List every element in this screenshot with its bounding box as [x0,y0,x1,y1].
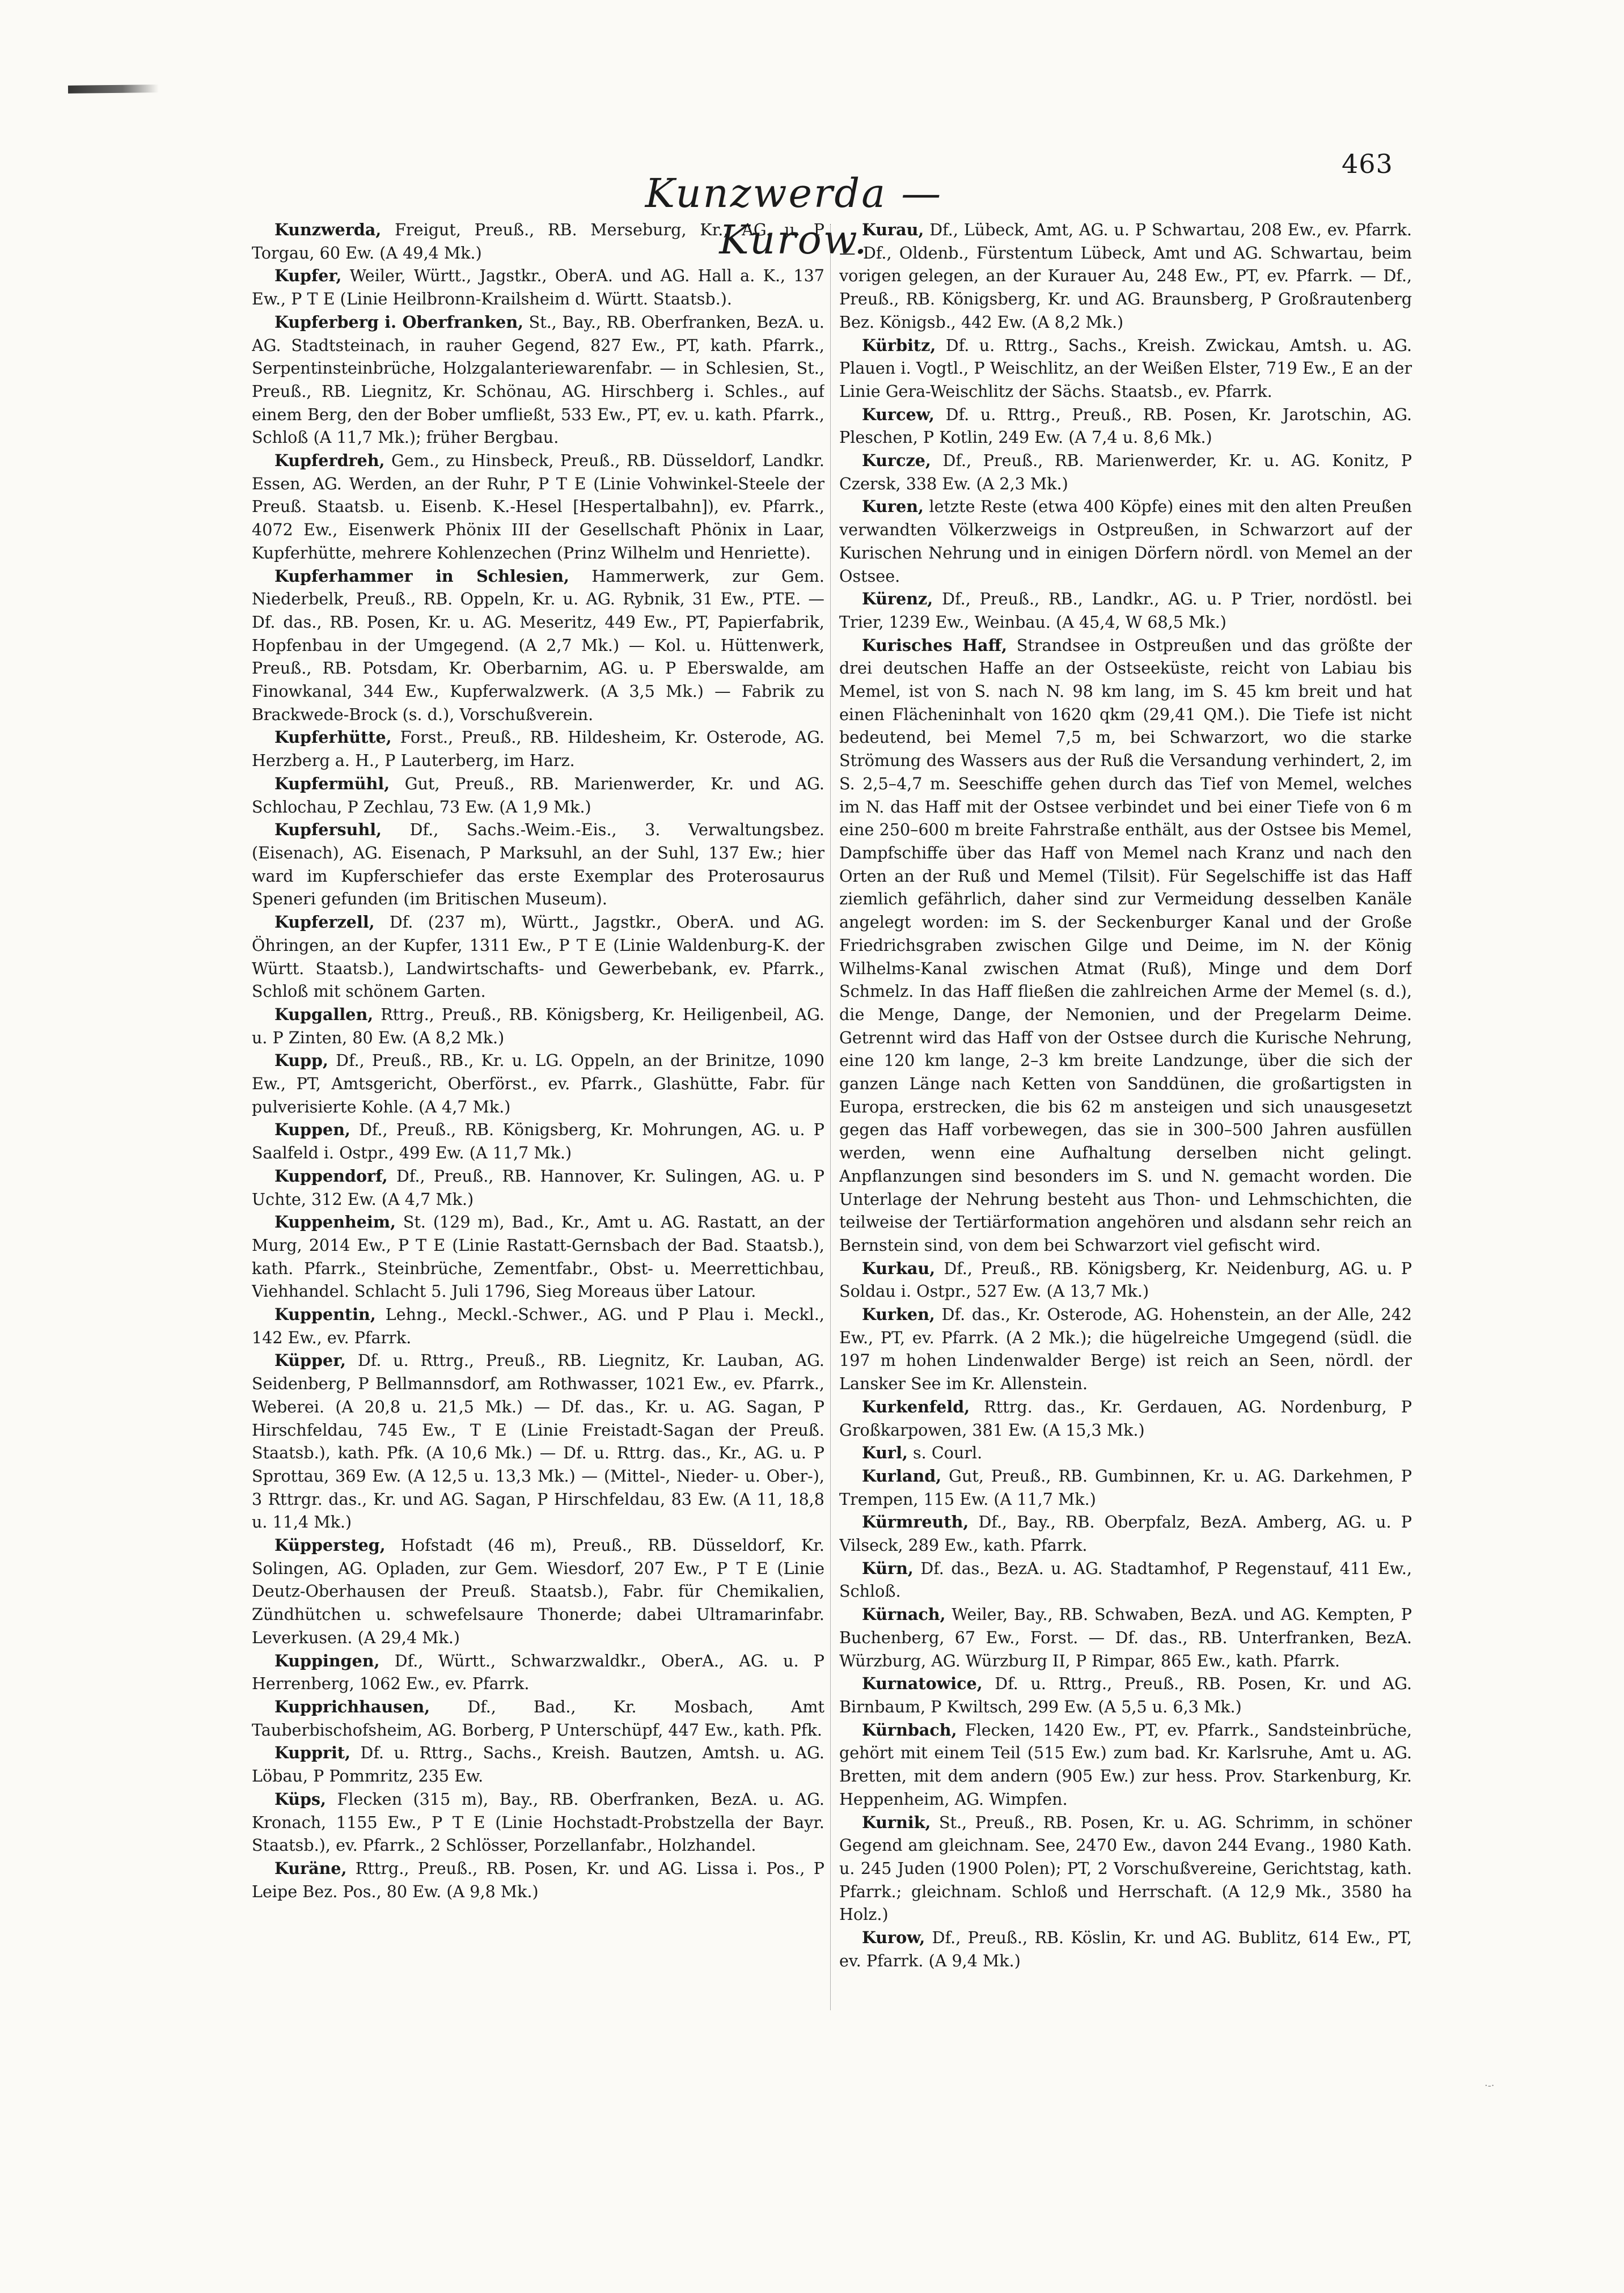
entry-headword: Kuppendorf, [274,1166,388,1186]
entry-headword: Kuren, [862,497,924,517]
entry-headword: Küpper, [274,1351,346,1370]
dictionary-entry [839,1811,1412,1927]
entry-headword: Küppersteg, [274,1535,386,1555]
entry-headword: Kurnatowice, [862,1674,983,1694]
entry-headword: Kurnik, [862,1812,931,1832]
dictionary-entry [839,1303,1412,1395]
entry-text: Df. das., Kr. Osterode, AG. Hohenstein, an der Alle, 242 Ew., PT, ev. Pfarrk. (A 2 Mk.); die hügelreiche Umgegend (südl. die 197 m hohen Lindenwalder Berge) ist reich an Seen, nördl. der Lansker See im Kr. Allenstein. [839,1305,1412,1394]
dictionary-entry [839,403,1412,449]
entry-headword: Kürnbach, [862,1720,957,1740]
entry-headword: Kupgallen, [274,1004,374,1024]
entry-text: Flecken (315 m), Bay., RB. Oberfranken, BezA. u. AG. Kronach, 1155 Ew., P T E (Linie Hochstadt-Probstzella der Bayr. Staatsb.), ev. Pfarrk., 2 Schlösser, Porzellanfabr., Holzhandel. [252,1789,824,1855]
dictionary-entry [839,1257,1412,1303]
entry-headword: Kürenz, [862,589,933,609]
dictionary-entry [252,1118,824,1164]
scan-edge-mark [68,84,159,94]
entry-headword: Kurow, [862,1928,925,1948]
entry-text: Df. u. Rttrg., Sachs., Kreish. Bautzen, Amtsh. u. AG. Löbau, P Pommritz, 235 Ew. [252,1743,824,1786]
dictionary-entry [839,587,1412,633]
dictionary-entry [252,1741,824,1787]
entry-text: Df., Bad., Kr. Mosbach, Amt Tauberbischofsheim, AG. Borberg, P Unterschüpf, 447 Ew., kath. Pfk. [252,1697,824,1740]
entry-text: Df., Preuß., RB., Landkr., AG. u. P Trier, nordöstl. bei Trier, 1239 Ew., Weinbau. (A 45,4, W 68,5 Mk.) [839,589,1412,632]
entry-text: Df., Bay., RB. Oberpfalz, BezA. Amberg, AG. u. P Vilseck, 289 Ew., kath. Pfarrk. [839,1512,1412,1555]
entry-text: Df. u. Rttrg., Preuß., RB. Posen, Kr. Jarotschin, AG. Pleschen, P Kotlin, 249 Ew. (A 7,4 u. 8,6 Mk.) [839,404,1412,447]
left-column [252,218,824,2010]
entry-text: Lehng., Meckl.-Schwer., AG. und P Plau i. Meckl., 142 Ew., ev. Pfarrk. [252,1305,824,1347]
entry-text: Df., Württ., Schwarzwaldkr., OberA., AG. u. P Herrenberg, 1062 Ew., ev. Pfarrk. [252,1651,824,1694]
column-divider [830,224,831,2010]
entry-headword: Kurkau, [862,1258,936,1278]
dictionary-entry [839,449,1412,495]
entry-text: Df. das., BezA. u. AG. Stadtamhof, P Regenstauf, 411 Ew., Schloß. [839,1558,1412,1601]
running-head: Kunzwerda — Kurow. [645,170,943,263]
dictionary-entry [252,911,824,1003]
dictionary-entry [252,311,824,449]
entry-text: Df. u. Rttrg., Preuß., RB. Posen, Kr. und AG. Birnbaum, P Kwiltsch, 299 Ew. (A 5,5 u. 6,3 Mk.) [839,1674,1412,1716]
entry-headword: Kuppentin, [274,1305,376,1325]
entry-headword: Kurisches Haff, [862,635,1008,655]
dictionary-entry [252,1349,824,1534]
entry-headword: Kupfersuhl, [274,820,382,840]
entry-text: Df., Preuß., RB. Marienwerder, Kr. u. AG. Konitz, P Czersk, 338 Ew. (A 2,3 Mk.) [839,451,1412,493]
entry-headword: Kurken, [862,1305,935,1325]
entry-headword: Kürbitz, [862,335,936,355]
dictionary-entry [252,1649,824,1695]
entry-text: Hofstadt (46 m), Preuß., RB. Düsseldorf, Kr. Solingen, AG. Opladen, zur Gem. Wiesdorf, 207 Ew., P T E (Linie Deutz-Oberhausen der Preuß. Staatsb.), Fabr. für Chemikalien, Zündhütchen u. schwefelsaure Thonerde; dabei Ultramarinfabr. Leverkusen. (A 29,4 Mk.) [252,1535,824,1647]
dictionary-entry [252,772,824,818]
entry-headword: Kupferhammer in Schlesien, [274,566,569,586]
dictionary-entry [252,1165,824,1211]
entry-text: Df., Lübeck, Amt, AG. u. P Schwartau, 208 Ew., ev. Pfarrk. — Df., Oldenb., Fürstentum Lübeck, Amt und AG. Schwartau, beim vorigen gelegen, an der Kurauer Au, 248 Ew., PT, ev. Pfarrk. — Df., Preuß., RB. Königsberg, Kr. und AG. Braunsberg, P Großrautenberg Bez. Königsb., 442 Ew. (A 8,2 Mk.) [839,220,1412,332]
entry-text: Df. u. Rttrg., Preuß., RB. Liegnitz, Kr. Lauban, AG. Seidenberg, P Bellmannsdorf, am Rothwasser, 1021 Ew., ev. Pfarrk., Weberei. (A 20,8 u. 21,5 Mk.) — Df. das., Kr. u. AG. Sagan, P Hirschfeldau, 745 Ew., T E (Linie Freistadt-Sagan der Preuß. Staatsb.), kath. Pfk. (A 10,6 Mk.) — Df. u. Rttrg. das., Kr., AG. u. P Sprottau, 369 Ew. (A 12,5 u. 13,3 Mk.) — (Mittel-, Nieder- u. Ober-), 3 Rttrgr. das., Kr. und AG. Sagan, P Hirschfeldau, 83 Ew. (A 11, 18,8 u. 11,4 Mk.) [252,1351,824,1532]
entry-text: Forst., Preuß., RB. Hildesheim, Kr. Osterode, AG. Herzberg a. H., P Lauterberg, im Harz. [252,727,824,771]
dictionary-entry [839,218,1412,334]
dictionary-entry [839,1672,1412,1718]
dictionary-entry [839,1511,1412,1556]
entry-text: Rttrg., Preuß., RB. Posen, Kr. und AG. Lissa i. Pos., P Leipe Bez. Pos., 80 Ew. (A 9,8 Mk.) [252,1858,824,1901]
dictionary-entry [839,1441,1412,1465]
dictionary-entry [839,1603,1412,1672]
entry-text: Df. u. Rttrg., Sachs., Kreish. Zwickau, Amtsh. u. AG. Plauen i. Vogtl., P Weischlitz, an der Weißen Elster, 719 Ew., E an der Linie Gera-Weischlitz der Sächs. Staatsb., ev. Pfarrk. [839,335,1412,401]
dictionary-entry [252,565,824,726]
dictionary-entry [252,1695,824,1741]
dictionary-entry [252,264,824,310]
dictionary-entry [252,1303,824,1349]
page-number: 463 [1342,149,1393,179]
entry-text: Weiler, Württ., Jagstkr., OberA. und AG. Hall a. K., 137 Ew., P T E (Linie Heilbronn-Krailsheim d. Württ. Staatsb.). [252,266,824,309]
dictionary-entry [839,1395,1412,1441]
entry-headword: Küps, [274,1789,327,1809]
dictionary-entry [252,1857,824,1903]
entry-headword: Kunzwerda, [274,220,382,239]
entry-text: St., Preuß., RB. Posen, Kr. u. AG. Schrimm, in schöner Gegend am gleichnam. See, 2470 Ew., davon 244 Evang., 1980 Kath. u. 245 Juden (1900 Polen); PT, 2 Vorschußvereine, Gerichtstag, kath. Pfarrk.; gleichnam. Schloß und Herrschaft. (A 12,9 Mk., 3580 ha Holz.) [839,1812,1412,1924]
dictionary-entry [252,818,824,911]
entry-headword: Kupp, [274,1051,328,1071]
entry-text: Hammerwerk, zur Gem. Niederbelk, Preuß., RB. Oppeln, Kr. u. AG. Rybnik, 31 Ew., PTE. — Df. das., RB. Posen, Kr. u. AG. Meseritz, 449 Ew., PT, Papierfabrik, Hopfenbau in der Umgegend. (A 2,7 Mk.) — Kol. u. Hüttenwerk, Preuß., RB. Potsdam, Kr. Oberbarnim, AG. u. P Eberswalde, am Finowkanal, 344 Ew., Kupferwalzwerk. (A 3,5 Mk.) — Fabrik zu Brackwede-Brock (s. d.), Vorschußverein. [252,566,824,724]
entry-text: Df., Preuß., RB. Hannover, Kr. Sulingen, AG. u. P Uchte, 312 Ew. (A 4,7 Mk.) [252,1166,824,1209]
entry-headword: Kurkenfeld, [862,1397,970,1416]
right-column [839,218,1412,1999]
dictionary-entry [252,1211,824,1303]
dictionary-entry [839,634,1412,1257]
dictionary-entry [839,334,1412,403]
entry-text: Weiler, Bay., RB. Schwaben, BezA. und AG. Kempten, P Buchenberg, 67 Ew., Forst. — Df. das., RB. Unterfranken, BezA. Würzburg, AG. Würzburg II, P Rimpar, 865 Ew., kath. Pfarrk. [839,1605,1412,1670]
entry-text: letzte Reste (etwa 400 Köpfe) eines mit den alten Preußen verwandten Völkerzweigs in Ostpreußen, in Schwarzort auf der Kurischen Nehrung und in einigen Dörfern nördl. von Memel an der Ostsee. [839,497,1412,586]
dictionary-entry [252,449,824,565]
entry-headword: Kupferdreh, [274,451,385,471]
entry-text: Gem., zu Hinsbeck, Preuß., RB. Düsseldorf, Landkr. Essen, AG. Werden, an der Ruhr, P T E (Linie Vohwinkel-Steele der Preuß. Staatsb. u. Eisenb. K.-Hesel [Hespertalbahn]), ev. Pfarrk., 4072 Ew., Eisenwerk Phönix III der Gesellschaft Phönix in Laar, Kupferhütte, mehrere Kohlenzechen (Prinz Wilhelm und Henriette). [252,451,824,562]
dictionary-entry [839,1926,1412,1972]
entry-headword: Kurcze, [862,451,931,471]
dictionary-entry [839,1557,1412,1603]
entry-headword: Kurau, [862,220,924,239]
entry-headword: Kurl, [862,1443,908,1463]
entry-text: St. (129 m), Bad., Kr., Amt u. AG. Rastatt, an der Murg, 2014 Ew., P T E (Linie Rastatt-Gernsbach der Bad. Staatsb.), kath. Pfarrk., Steinbrüche, Zementfabr., Obst- u. Meerrettichbau, Viehhandel. Schlacht 5. Juli 1796, Sieg Moreaus über Latour. [252,1212,824,1301]
dictionary-entry [252,218,824,264]
entry-headword: Kürn, [862,1558,914,1578]
entry-headword: Kuppingen, [274,1651,380,1670]
dictionary-entry [252,1788,824,1857]
dictionary-entry [839,1465,1412,1511]
entry-headword: Kuräne, [274,1858,347,1878]
entry-text: Df., Preuß., RB. Königsberg, Kr. Neidenburg, AG. u. P Soldau i. Ostpr., 527 Ew. (A 13,7 Mk.) [839,1258,1412,1301]
entry-text: Strandsee in Ostpreußen und das größte der drei deutschen Haffe an der Ostseeküste, reicht von Labiau bis Memel, ist von S. nach N. 98 km lang, im S. 45 km breit und hat einen Flächeninhalt von 1620 qkm (29,41 QM.). Die Tiefe ist nicht bedeutend, bei Memel 7,5 m, bei Schwarzort, wo die starke Strömung des Wassers aus der Ruß die Versandung verhindert, 2, im S. 2,5–4,7 m. Seeschiffe gehen durch das Tief von Memel, welches im N. das Haff mit der Ostsee verbindet und bei einer Tiefe von 6 m eine 250–600 m breite Fahrstraße enthält, aus der Ostsee bis Memel, Dampfschiffe über das Haff von Memel nach Kranz und nach den Orten an der Ruß und Memel (Tilsit). Für Segelschiffe ist das Haff ziemlich gefährlich, daher sind zur Vermeidung desselben Kanäle angelegt worden: im S. der Seckenburger Kanal und der Große Friedrichsgraben zwischen Gilge und Deime, im N. der König Wilhelms-Kanal zwischen Atmat (Ruß), Minge und dem Dorf Schmelz. In das Haff fließen die zahlreichen Arme der Memel (s. d.), die Menge, Dange, der Nemonien, und der Pregelarm Deime. Getrennt wird das Haff von der Ostsee durch die Kurische Nehrung, eine 120 km lange, 2–3 km breite Landzunge, über die sich der ganzen Länge nach Ketten von Sanddünen, die großartigsten in Europa, erstrecken, die bis 62 m ansteigen und sich unausgesetzt gegen das Haff vorbewegen, das sie in 300–500 Jahren ausfüllen werden, wenn eine Aufhaltung derselben nicht gelingt. Anpflanzungen sind besonders im S. und N. gemacht worden. Die Unterlage der Nehrung besteht aus Thon- und Lehmschichten, die teilweise der Tertiärformation angehören und alsdann sehr reich an Bernstein sind, von dem bei Schwarzort viel gefischt wird. [839,635,1412,1255]
dictionary-entry [252,1003,824,1049]
entry-text: Gut, Preuß., RB. Marienwerder, Kr. und AG. Schlochau, P Zechlau, 73 Ew. (A 1,9 Mk.) [252,773,824,816]
entry-text: Flecken, 1420 Ew., PT, ev. Pfarrk., Sandsteinbrüche, gehört mit einem Teil (515 Ew.) zum bad. Kr. Karlsruhe, Amt u. AG. Bretten, mit dem andern (905 Ew.) zur hess. Prov. Starkenburg, Kr. Heppenheim, AG. Wimpfen. [839,1720,1412,1809]
dictionary-entry [252,1534,824,1649]
entry-text: Rttrg. das., Kr. Gerdauen, AG. Nordenburg, P Großkarpowen, 381 Ew. (A 15,3 Mk.) [839,1397,1412,1440]
entry-headword: Kürnach, [862,1605,946,1624]
dictionary-entry [252,1049,824,1118]
entry-text: Df., Preuß., RB. Köslin, Kr. und AG. Bublitz, 614 Ew., PT, ev. Pfarrk. (A 9,4 Mk.) [839,1928,1412,1970]
entry-headword: Kupferhütte, [274,727,392,747]
entry-text: Df., Preuß., RB., Kr. u. LG. Oppeln, an der Brinitze, 1090 Ew., PT, Amtsgericht, Oberförst., ev. Pfarrk., Glashütte, Fabr. für pulverisierte Kohle. (A 4,7 Mk.) [252,1051,824,1116]
entry-text: Df., Preuß., RB. Königsberg, Kr. Mohrungen, AG. u. P Saalfeld i. Ostpr., 499 Ew. (A 11,7 Mk.) [252,1120,824,1163]
entry-text: Gut, Preuß., RB. Gumbinnen, Kr. u. AG. Darkehmen, P Trempen, 115 Ew. (A 11,7 Mk.) [839,1466,1412,1509]
entry-text: Df., Sachs.-Weim.-Eis., 3. Verwaltungsbez. (Eisenach), AG. Eisenach, P Marksuhl, an der Suhl, 137 Ew.; hier ward im Kupferschiefer das erste Exemplar des Proterosaurus Speneri gefunden (im Britischen Museum). [252,820,824,909]
scan-noise-mark: ·-· [1485,2080,1495,2092]
entry-headword: Kurcew, [862,404,934,424]
entry-text: Rttrg., Preuß., RB. Königsberg, Kr. Heiligenbeil, AG. u. P Zinten, 80 Ew. (A 8,2 Mk.) [252,1004,824,1047]
entry-headword: Kurland, [862,1466,942,1486]
entry-text: Freigut, Preuß., RB. Merseburg, Kr., AG. u. P Torgau, 60 Ew. (A 49,4 Mk.) [252,220,824,263]
entry-headword: Kupfermühl, [274,773,390,793]
entry-text: s. Courl. [907,1443,983,1463]
entry-text: Df. (237 m), Württ., Jagstkr., OberA. und AG. Öhringen, an der Kupfer, 1311 Ew., P T E (Linie Waldenburg-K. der Württ. Staatsb.), Landwirtschafts- und Gewerbebank, ev. Pfarrk., Schloß mit schönem Garten. [252,912,824,1001]
entry-headword: Kupferzell, [274,912,375,932]
dictionary-entry [252,726,824,772]
entry-headword: Kuppenheim, [274,1212,396,1232]
dictionary-entry [839,1719,1412,1811]
entry-headword: Kuppen, [274,1120,350,1140]
dictionary-entry [839,495,1412,587]
entry-headword: Kupfer, [274,266,342,286]
entry-headword: Kupprichhausen, [274,1697,430,1716]
entry-text: St., Bay., RB. Oberfranken, BezA. u. AG. Stadtsteinach, in rauher Gegend, 827 Ew., PT, kath. Pfarrk., Serpentinsteinbrüche, Holzgalanteriewarenfabr. — in Schlesien, St., Preuß., RB. Liegnitz, Kr. Schönau, AG. Hirschberg i. Schles., auf einem Berg, den der Bober umfließt, 533 Ew., PT, ev. u. kath. Pfarrk., Schloß (A 11,7 Mk.); früher Bergbau. [252,312,824,447]
entry-headword: Kürmreuth, [862,1512,969,1532]
entry-headword: Kupprit, [274,1743,351,1763]
entry-headword: Kupferberg i. Oberfranken, [274,312,524,332]
